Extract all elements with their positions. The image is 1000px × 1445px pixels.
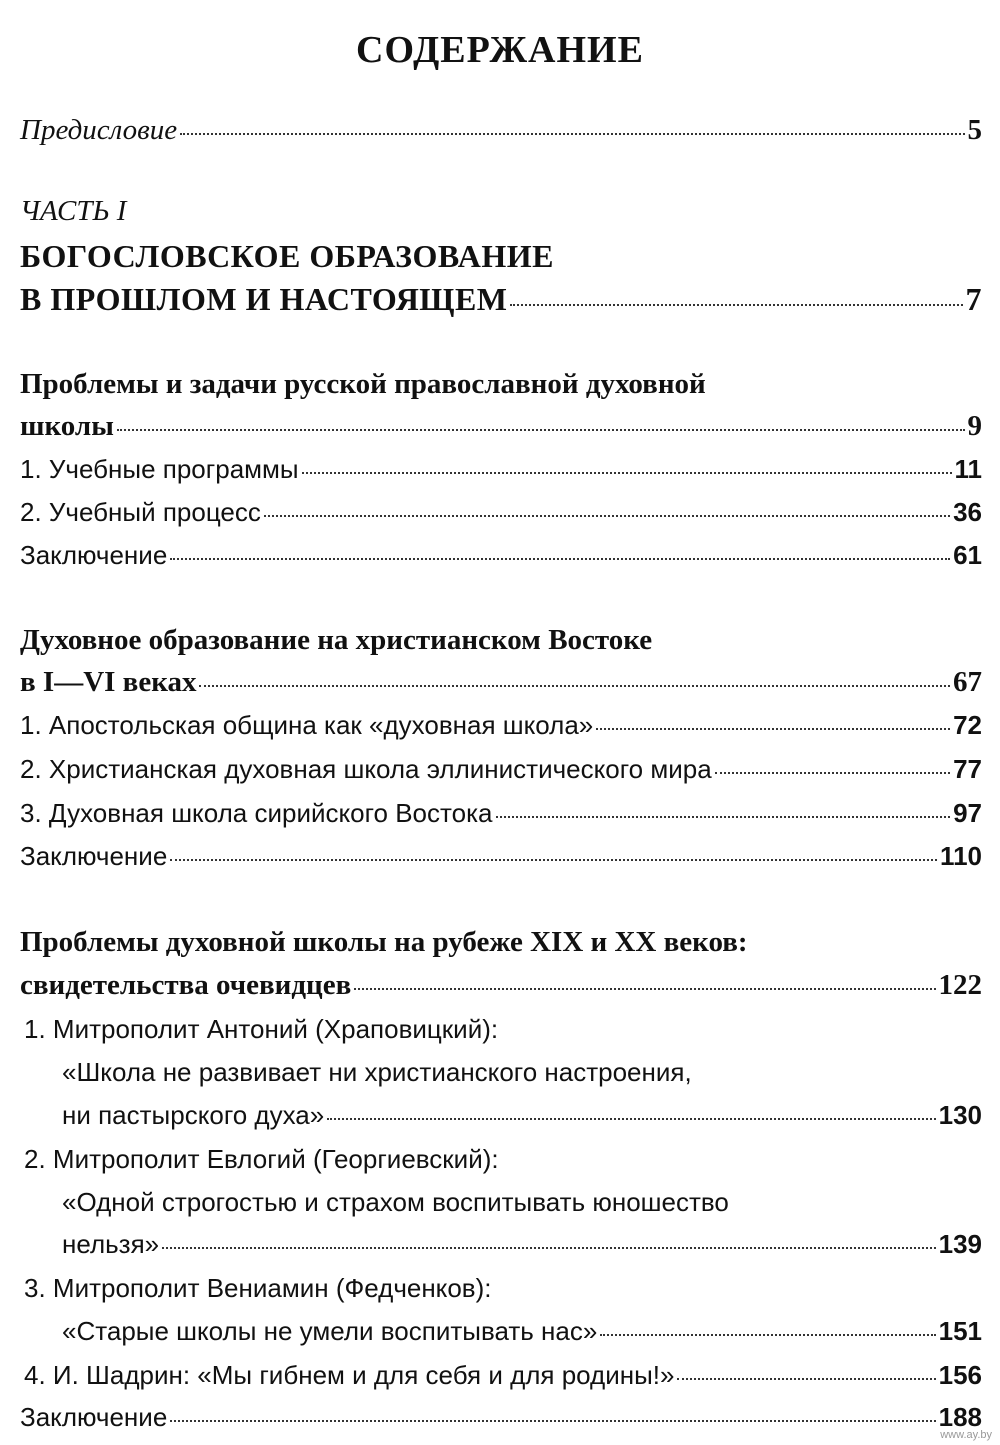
toc-entry-label: 2. Учебный процесс — [20, 497, 261, 527]
toc-entry-page: 36 — [953, 497, 982, 527]
toc-entry-page: 156 — [938, 1360, 982, 1390]
dot-leader — [199, 685, 950, 687]
toc-entry-label: 1. Апостольская община как «духовная школа» — [20, 710, 594, 740]
dot-leader — [496, 816, 951, 818]
toc-entry[interactable] — [24, 1360, 982, 1391]
toc-entry-page: 7 — [965, 281, 982, 317]
dot-leader — [264, 515, 950, 517]
toc-entry[interactable] — [20, 754, 982, 785]
dot-leader — [170, 859, 937, 861]
toc-entry-label: 2. Христианская духовная школа эллинистического мира — [20, 754, 712, 784]
toc-entry[interactable] — [20, 1402, 982, 1433]
toc-entry[interactable] — [20, 710, 982, 741]
toc-entry-page: 151 — [938, 1316, 982, 1346]
toc-entry[interactable] — [20, 841, 982, 872]
toc-entry-label: 2. Митрополит Евлогий (Георгиевский): — [24, 1144, 499, 1174]
section-title-line1: Духовное образование на христианском Востоке — [20, 624, 653, 656]
section-title-line1: Проблемы и задачи русской православной духовной — [20, 368, 706, 400]
toc-entry-preface[interactable] — [20, 114, 982, 147]
dot-leader — [354, 988, 935, 990]
toc-entry-page: 5 — [967, 114, 982, 146]
toc-entry-page: 77 — [953, 754, 982, 784]
section-title-line1: Проблемы духовной школы на рубеже XIX и XX веков: — [20, 926, 748, 958]
dot-leader — [600, 1334, 935, 1336]
toc-entry-page: 67 — [953, 666, 982, 698]
section-title-line2: в I—VI веках — [20, 666, 197, 698]
toc-entry-label: 4. И. Шадрин: «Мы гибнем и для себя и для родины!» — [24, 1360, 675, 1390]
dot-leader — [715, 772, 950, 774]
toc-entry[interactable] — [20, 540, 982, 571]
dot-leader — [170, 1420, 935, 1422]
dot-leader — [596, 728, 950, 730]
dot-leader — [510, 304, 962, 306]
part-title-line2: В ПРОШЛОМ И НАСТОЯЩЕМ — [20, 281, 508, 317]
page-title: СОДЕРЖАНИЕ — [356, 29, 644, 71]
section-title-line2: школы — [20, 410, 114, 442]
toc-entry-label: 3. Духовная школа сирийского Востока — [20, 798, 493, 828]
toc-entry-label: Заключение — [20, 540, 168, 570]
toc-entry-page: 11 — [954, 454, 982, 484]
toc-entry-section2[interactable] — [20, 666, 982, 699]
dot-leader — [677, 1378, 935, 1380]
toc-entry-label: Заключение — [20, 1402, 168, 1432]
toc-entry-label: нельзя» — [62, 1229, 160, 1259]
toc-entry-page: 130 — [938, 1100, 982, 1130]
toc-entry[interactable] — [20, 497, 982, 528]
dot-leader — [302, 472, 952, 474]
toc-entry-section1[interactable] — [20, 410, 982, 443]
part-title-line1: БОГОСЛОВСКОЕ ОБРАЗОВАНИЕ — [20, 238, 554, 274]
toc-entry-page: 9 — [967, 410, 982, 442]
toc-entry-label: «Школа не развивает ни христианского настроения, — [62, 1057, 692, 1087]
toc-entry-page: 139 — [938, 1229, 982, 1259]
toc-entry-label: 1. Митрополит Антоний (Храповицкий): — [24, 1014, 499, 1044]
toc-entry-page: 72 — [953, 710, 982, 740]
toc-entry[interactable] — [20, 454, 982, 485]
toc-entry-label: Предисловие — [20, 114, 178, 146]
toc-entry-label: ни пастырского духа» — [62, 1100, 325, 1130]
toc-entry-part1[interactable] — [20, 281, 982, 318]
section-title-line2: свидетельства очевидцев — [20, 969, 352, 1001]
toc-entry-label: 1. Учебные программы — [20, 454, 299, 484]
toc-entry-label: «Старые школы не умели воспитывать нас» — [62, 1316, 598, 1346]
toc-entry-label: 3. Митрополит Вениамин (Федченков): — [24, 1273, 492, 1303]
dot-leader — [117, 429, 965, 431]
dot-leader — [162, 1247, 935, 1249]
toc-entry-page: 110 — [940, 841, 982, 871]
toc-entry-page: 61 — [953, 540, 982, 570]
toc-entry[interactable] — [62, 1100, 982, 1131]
toc-entry-label: Заключение — [20, 841, 168, 871]
toc-entry-page: 188 — [938, 1402, 982, 1432]
toc-entry-label: «Одной строгостью и страхом воспитывать юношество — [62, 1187, 729, 1217]
toc-entry[interactable] — [20, 798, 982, 829]
dot-leader — [327, 1118, 935, 1120]
watermark: www.ay.by — [940, 1429, 992, 1441]
toc-entry-page: 122 — [938, 969, 982, 1001]
dot-leader — [180, 133, 964, 135]
toc-entry-page: 97 — [953, 798, 982, 828]
toc-entry[interactable] — [62, 1229, 982, 1260]
toc-entry[interactable] — [62, 1316, 982, 1347]
dot-leader — [170, 558, 950, 560]
toc-entry-section3[interactable] — [20, 969, 982, 1002]
part-label: ЧАСТЬ I — [20, 195, 127, 227]
